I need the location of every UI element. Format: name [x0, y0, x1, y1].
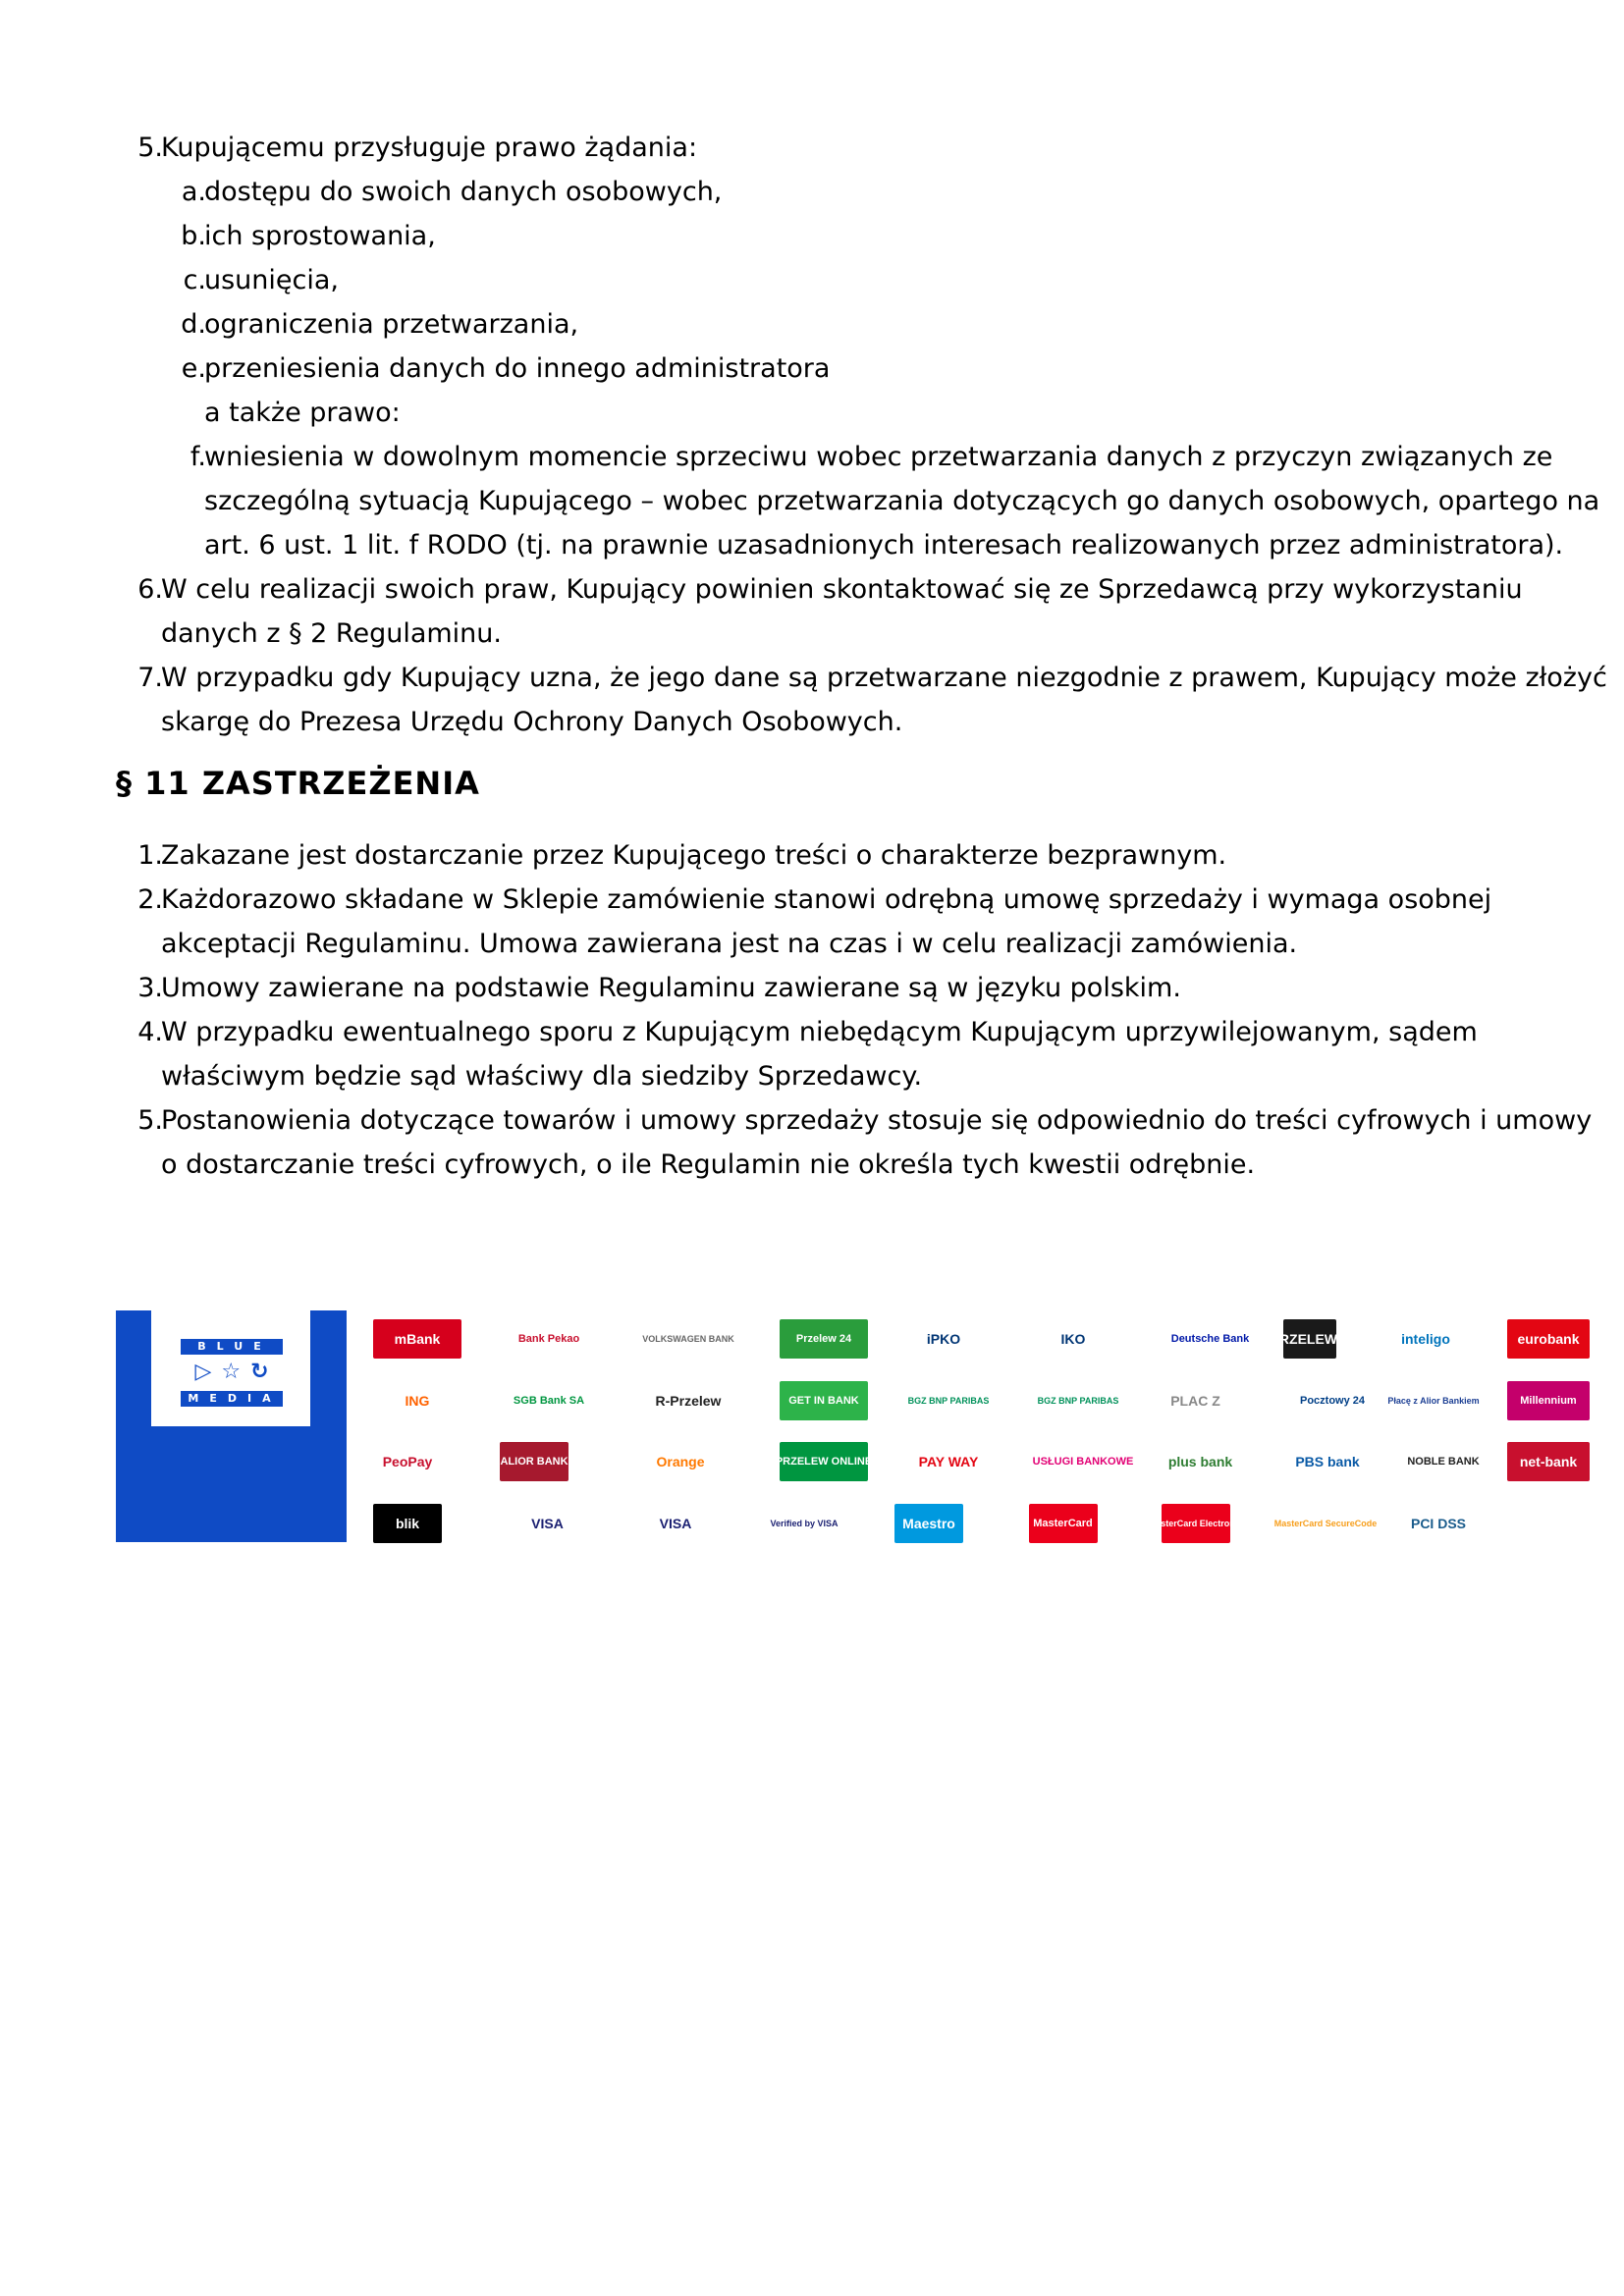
list-item-number: f. [189, 442, 206, 472]
bank-logo: SGB Bank SA [513, 1395, 585, 1407]
list-item-text: szczególną sytuacją Kupującego – wobec przetwarzania dotyczących go danych osobowych, opartego na [204, 486, 1600, 516]
list-item [116, 170, 1530, 214]
list-item-number: 5. [137, 133, 163, 163]
bank-logo: mBank [373, 1319, 461, 1359]
list-item [116, 833, 1530, 878]
bank-logo: Przelew 24 [780, 1319, 868, 1359]
bank-logo: Maestro [894, 1504, 963, 1543]
bank-logo: iPKO [926, 1331, 961, 1347]
bank-logo: MasterCard [1029, 1504, 1098, 1543]
list-item [116, 347, 1530, 391]
list-item-number: 2. [137, 884, 163, 915]
list-item-text: ograniczenia przetwarzania, [204, 309, 579, 340]
list-item-text: W celu realizacji swoich praw, Kupujący powinien skontaktować się ze Sprzedawcą przy wykorzystaniu [161, 574, 1523, 605]
list-item-text: W przypadku gdy Kupujący uzna, że jego dane są przetwarzane niezgodnie z prawem, Kupujący może złożyć [161, 663, 1607, 693]
list-item [116, 435, 1553, 479]
list-item [116, 656, 1607, 700]
list-item-text: przeniesienia danych do innego administratora [204, 353, 831, 384]
bank-logo: MasterCard SecureCode [1273, 1519, 1378, 1528]
list-item-text: W przypadku ewentualnego sporu z Kupującym niebędącym Kupującym uprzywilejowanym, sądem [161, 1017, 1478, 1047]
list-item-number: d. [181, 309, 206, 340]
bank-logo: Bank Pekao [517, 1333, 580, 1345]
list-item-text: art. 6 ust. 1 lit. f RODO (tj. na prawnie uzasadnionych interesach realizowanych przez administratora). [204, 530, 1564, 561]
bank-logo: PLAC Z [1170, 1393, 1220, 1409]
list-item-number: b. [181, 221, 206, 251]
list-item-text: o dostarczanie treści cyfrowych, o ile Regulamin nie określa tych kwestii odrębnie. [161, 1149, 1256, 1180]
list-item-text: ich sprostowania, [204, 221, 436, 251]
bank-logo: BGZ BNP PARIBAS [1037, 1396, 1119, 1406]
bank-logo: VISA [659, 1516, 692, 1531]
list-item-number: 3. [137, 973, 163, 1003]
list-item [116, 700, 1530, 744]
document-body [116, 126, 1607, 1187]
bank-logos-grid [373, 1310, 1580, 1542]
list-item [116, 612, 1530, 656]
bank-logo: ALIOR BANK [500, 1442, 568, 1481]
list-item-text: skargę do Prezesa Urzędu Ochrony Danych Osobowych. [161, 707, 903, 737]
bank-logo: Orange [656, 1454, 705, 1469]
bank-logo: VISA [531, 1516, 564, 1531]
list-item-text: właściwym będzie sąd właściwy dla siedziby Sprzedawcy. [161, 1061, 923, 1092]
list-item [116, 922, 1530, 966]
bank-logo: net-bank [1507, 1442, 1590, 1481]
bank-logo: Millennium [1507, 1381, 1590, 1420]
blue-media-logo-text-top: BLUE [181, 1339, 283, 1355]
list-item [116, 567, 1530, 612]
list-item-number: 4. [137, 1017, 163, 1047]
list-item [116, 966, 1530, 1010]
list-item [116, 302, 1530, 347]
list-item-text: danych z § 2 Regulaminu. [161, 618, 502, 649]
list-item [116, 258, 1530, 302]
section-10-list [116, 126, 1607, 744]
bank-logo: PRZELEW ONLINE [780, 1442, 868, 1481]
bank-logo: Verified by VISA [770, 1519, 839, 1528]
bank-logo: PCI DSS [1410, 1516, 1466, 1531]
blue-media-logo [116, 1310, 347, 1542]
list-item-text: a także prawo: [204, 398, 401, 428]
list-item-text: Kupującemu przysługuje prawo żądania: [161, 133, 698, 163]
list-item-text: Postanowienia dotyczące towarów i umowy sprzedaży stosuje się odpowiednio do treści cyfrowych i umowy [161, 1105, 1593, 1136]
bank-logo: USŁUGI BANKOWE [1032, 1456, 1134, 1468]
list-item [116, 479, 1600, 523]
bank-logo: BGZ BNP PARIBAS [907, 1396, 990, 1406]
bank-logo: Płacę z Alior Bankiem [1387, 1396, 1480, 1406]
blue-media-logo-symbols: ▷☆↻ [194, 1360, 279, 1384]
bank-logo: blik [373, 1504, 442, 1543]
list-item [116, 1098, 1593, 1143]
list-item-text: dostępu do swoich danych osobowych, [204, 177, 723, 207]
list-item-text: wniesienia w dowolnym momencie sprzeciwu wobec przetwarzania danych z przyczyn związanych ze [204, 442, 1553, 472]
list-item [116, 126, 1530, 170]
bank-logo: Pocztowy 24 [1299, 1395, 1366, 1407]
bank-logo: inteligo [1401, 1331, 1450, 1347]
list-item-number: a. [181, 177, 206, 207]
list-item [116, 878, 1530, 922]
list-item [116, 1143, 1530, 1187]
list-item-number: 5. [137, 1105, 163, 1136]
list-item-text: usunięcia, [204, 265, 339, 295]
bank-logo: MasterCard Electronic [1162, 1504, 1230, 1543]
list-item-number: 6. [137, 574, 163, 605]
section-11-heading: § 11 ZASTRZEŻENIA [116, 765, 480, 802]
list-item-number: 1. [137, 840, 163, 871]
blue-media-logo-text-bottom: MEDIA [181, 1391, 283, 1407]
bank-logo: GET IN BANK [780, 1381, 868, 1420]
list-item-number: c. [183, 265, 206, 295]
bank-logo: eurobank [1507, 1319, 1590, 1359]
bank-logo: VOLKSWAGEN BANK [642, 1334, 734, 1344]
list-item-text: akceptacji Regulaminu. Umowa zawierana jest na czas i w celu realizacji zamówienia. [161, 929, 1298, 959]
list-item-number: 7. [137, 663, 163, 693]
bank-logo: Deutsche Bank [1170, 1333, 1250, 1345]
payment-methods-banner [116, 1310, 1580, 1542]
bank-logo: plus bank [1167, 1454, 1233, 1469]
bank-logo: PBS bank [1295, 1454, 1360, 1469]
bank-logo: PeoPay [382, 1454, 433, 1469]
list-item-number: e. [181, 353, 206, 384]
bank-logo: R-Przelew [655, 1393, 722, 1409]
bank-logo: NOBLE BANK [1407, 1456, 1480, 1468]
bank-logo: PAY WAY [918, 1454, 979, 1469]
list-item [116, 1054, 1530, 1098]
list-item-text: Zakazane jest dostarczanie przez Kupującego treści o charakterze bezprawnym. [161, 840, 1227, 871]
bank-logo: ING [405, 1393, 430, 1409]
list-item [116, 214, 1530, 258]
bank-logo: PRZELEW Z [1283, 1319, 1336, 1359]
list-item-text: Umowy zawierane na podstawie Regulaminu zawierane są w języku polskim. [161, 973, 1181, 1003]
bank-logo: IKO [1060, 1331, 1086, 1347]
section-11-list [116, 833, 1593, 1187]
list-item-text: Każdorazowo składane w Sklepie zamówienie stanowi odrębną umowę sprzedaży i wymaga osobnej [161, 884, 1492, 915]
list-item [116, 1010, 1530, 1054]
list-item [116, 391, 1530, 435]
list-item [116, 523, 1564, 567]
